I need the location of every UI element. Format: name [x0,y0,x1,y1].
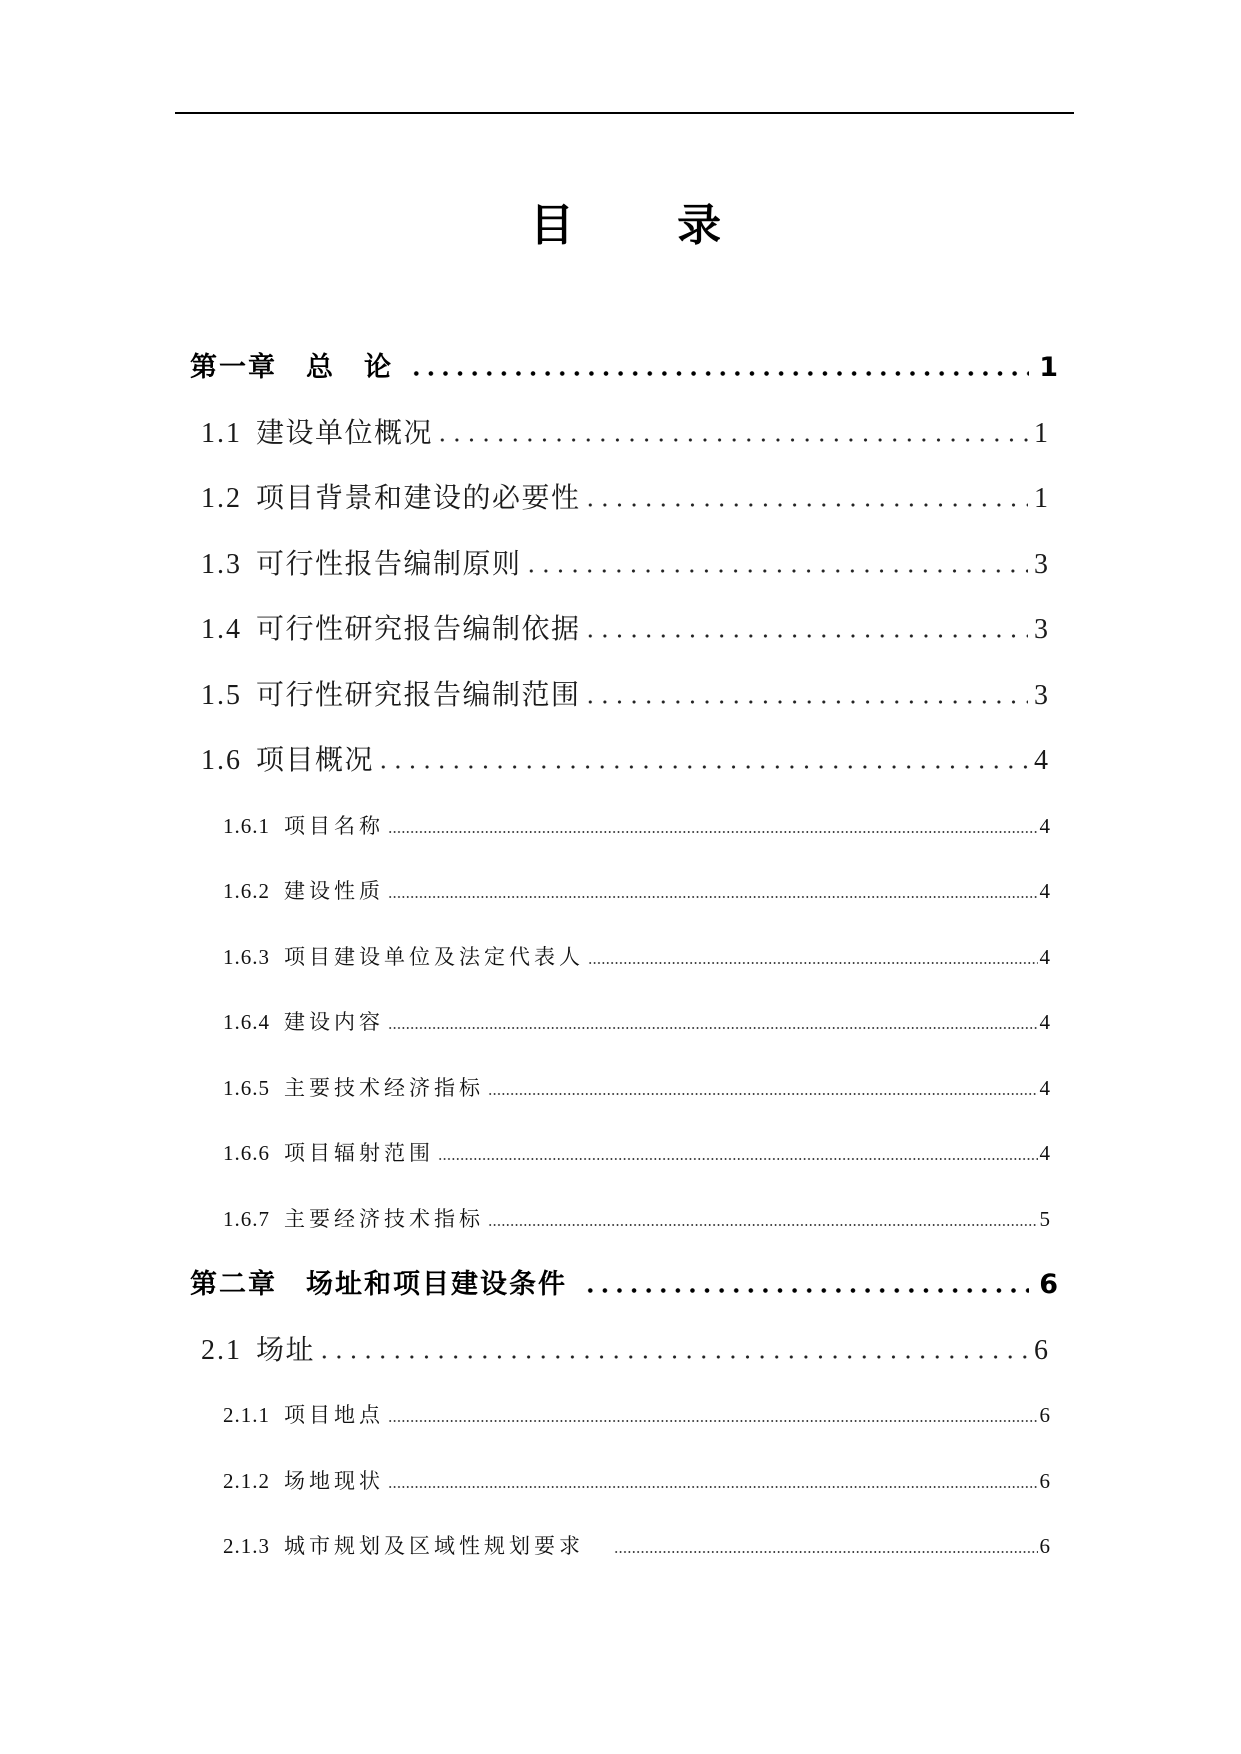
section-number: 1.6 [201,745,242,776]
page-number: 1 [1039,352,1058,383]
toc-chapter-1 [190,335,1058,401]
dot-leader [488,1093,1038,1095]
dot-leader [588,962,1038,964]
chapter-title: 第二章 场址和项目建设条件 [190,1269,567,1300]
page-number: 4 [1039,1141,1050,1165]
section-number: 1.4 [201,614,242,645]
toc-section-2-1 [201,1318,1048,1384]
page-number: 4 [1039,944,1050,969]
page-number: 3 [1034,548,1048,580]
toc-subsection-1-6-1 [223,794,1050,860]
dot-leader [524,569,1028,573]
section-number: 2.1 [201,1334,242,1366]
page-number: 6 [1039,1403,1050,1427]
page-number: 4 [1039,1010,1050,1034]
section-number: 1.2 [201,483,242,514]
dot-leader [388,1420,1038,1422]
dot-leader [488,1224,1038,1226]
toc-section-1-5 [201,663,1048,729]
section-title: 场址 [256,1334,316,1366]
dot-leader [388,831,1038,833]
dot-leader [409,371,1029,376]
subsection-number: 1.6.3 [223,944,270,969]
subsection-number: 1.6.7 [223,1206,270,1231]
section-number: 1.1 [201,417,242,449]
toc-subsection-2-1-3 [223,1514,1050,1580]
toc-subsection-1-6-3 [223,925,1050,991]
toc-section-1-2 [201,466,1048,532]
page-number: 3 [1034,614,1048,645]
toc-chapter-2 [190,1252,1058,1318]
toc-section-1-4 [201,597,1048,663]
dot-leader [388,1486,1038,1488]
subsection-title: 建设性质 [284,879,384,903]
toc-section-1-3 [201,532,1048,598]
dot-leader [435,438,1028,442]
toc-subsection-1-6-4 [223,990,1050,1056]
toc-section-1-1 [201,401,1048,467]
toc-subsection-1-6-5 [223,1056,1050,1122]
header-rule [175,112,1074,114]
dot-leader [583,503,1028,507]
section-number: 1.3 [201,548,242,580]
dot-leader [376,765,1028,769]
subsection-title: 项目建设单位及法定代表人 [284,944,584,969]
page-number: 1 [1034,417,1048,449]
toc-section-1-6 [201,728,1048,794]
subsection-number: 2.1.3 [223,1534,270,1558]
dot-leader [388,1027,1038,1029]
section-title: 建设单位概况 [256,417,434,449]
page-number: 6 [1039,1534,1050,1558]
subsection-number: 1.6.6 [223,1141,270,1165]
dot-leader [583,1288,1029,1293]
subsection-number: 2.1.1 [223,1403,270,1427]
page-number: 5 [1039,1206,1050,1231]
chapter-title: 第一章 总 论 [190,352,393,383]
toc-subsection-2-1-2 [223,1449,1050,1515]
dot-leader [388,896,1038,898]
page-number: 6 [1039,1468,1050,1493]
dot-leader [583,634,1028,638]
section-title: 项目背景和建设的必要性 [256,483,581,514]
dot-leader [438,1158,1038,1160]
toc-subsection-1-6-6 [223,1121,1050,1187]
page-number: 6 [1039,1269,1058,1300]
page-number: 4 [1039,813,1050,838]
section-number: 1.5 [201,679,242,711]
subsection-title: 主要技术经济指标 [284,1075,484,1100]
subsection-number: 1.6.5 [223,1075,270,1100]
page-number: 1 [1034,483,1048,514]
toc-list [0,335,1241,1580]
subsection-title: 主要经济技术指标 [284,1206,484,1231]
page-number: 3 [1034,679,1048,711]
toc-subsection-1-6-7 [223,1187,1050,1253]
toc-subsection-2-1-1 [223,1383,1050,1449]
page-number: 6 [1034,1334,1048,1366]
page-number: 4 [1034,745,1048,776]
toc-subsection-1-6-2 [223,859,1050,925]
toc-title: 目 录 [529,200,722,251]
page-number: 4 [1039,1075,1050,1100]
section-title: 可行性研究报告编制范围 [256,679,581,711]
subsection-title: 建设内容 [284,1010,384,1034]
page-number: 4 [1039,879,1050,903]
subsection-title: 项目名称 [284,813,384,838]
subsection-number: 1.6.4 [223,1010,270,1034]
subsection-number: 1.6.2 [223,879,270,903]
section-title: 可行性报告编制原则 [256,548,522,580]
dot-leader [317,1355,1028,1359]
subsection-title: 城市规划及区域性规划要求 [284,1534,584,1558]
section-title: 可行性研究报告编制依据 [256,614,581,645]
subsection-title: 场地现状 [284,1468,384,1493]
subsection-number: 2.1.2 [223,1468,270,1493]
subsection-number: 1.6.1 [223,813,270,838]
subsection-title: 项目地点 [284,1403,384,1427]
dot-leader [614,1551,1038,1553]
subsection-title: 项目辐射范围 [284,1141,434,1165]
section-title: 项目概况 [256,745,375,776]
dot-leader [583,700,1028,704]
